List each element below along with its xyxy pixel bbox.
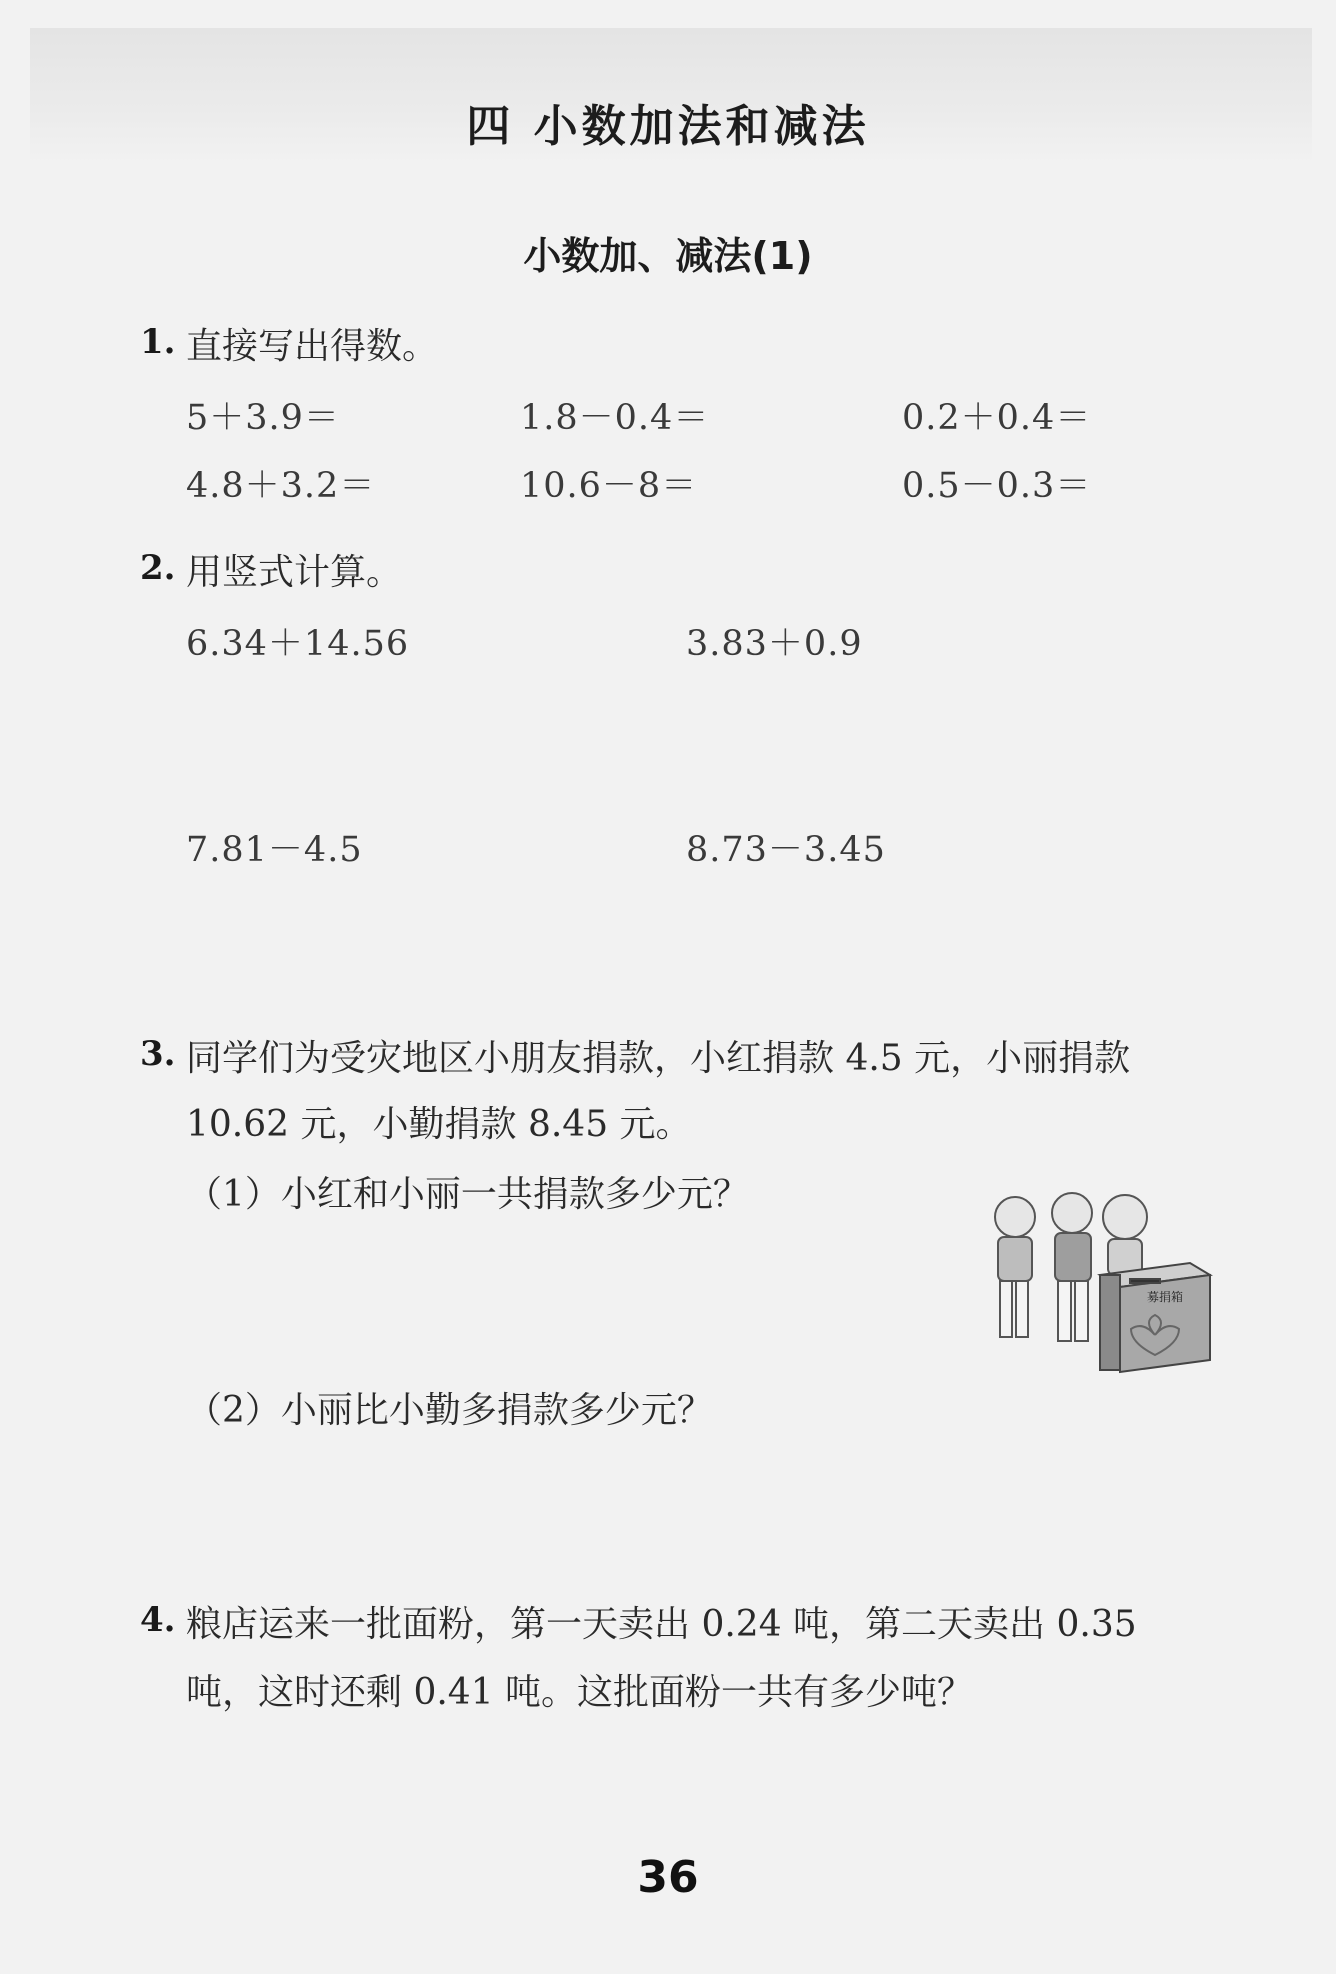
expression: 1.8－0.4＝ bbox=[520, 398, 710, 438]
expression: 10.6－8＝ bbox=[520, 466, 698, 506]
expression: 5＋3.9＝ bbox=[186, 398, 340, 438]
child-figure bbox=[1052, 1193, 1092, 1341]
expression: 0.5－0.3＝ bbox=[902, 466, 1092, 506]
question-text: 10.62 元，小勤捐款 8.45 元。 bbox=[186, 1104, 692, 1145]
question-prompt: 直接写出得数。 bbox=[186, 326, 439, 367]
section-title: 小数加、减法(1) bbox=[523, 234, 813, 278]
child-figure bbox=[995, 1197, 1035, 1337]
box-label: 募捐箱 bbox=[1146, 1290, 1184, 1304]
question-number: 1. bbox=[140, 322, 176, 362]
child-figure bbox=[1103, 1195, 1147, 1275]
question-number: 2. bbox=[140, 548, 176, 588]
donation-box bbox=[1100, 1263, 1210, 1372]
expression: 6.34＋14.56 bbox=[186, 624, 410, 664]
expression: 8.73－3.45 bbox=[686, 830, 886, 870]
question-number: 4. bbox=[140, 1600, 176, 1640]
question-text: 同学们为受灾地区小朋友捐款，小红捐款 4.5 元，小丽捐款 bbox=[186, 1038, 1131, 1079]
expression: 7.81－4.5 bbox=[186, 830, 363, 870]
question-text: 粮店运来一批面粉，第一天卖出 0.24 吨，第二天卖出 0.35 bbox=[186, 1604, 1137, 1645]
expression: 0.2＋0.4＝ bbox=[902, 398, 1092, 438]
page-number: 36 bbox=[637, 1852, 699, 1903]
question-text: 吨，这时还剩 0.41 吨。这批面粉一共有多少吨？ bbox=[186, 1672, 974, 1713]
donation-illustration bbox=[960, 1175, 1225, 1380]
question-prompt: 用竖式计算。 bbox=[186, 552, 403, 593]
chapter-title: 四 小数加法和减法 bbox=[466, 101, 870, 152]
question-number: 3. bbox=[140, 1034, 176, 1074]
sub-question: （1）小红和小丽一共捐款多少元？ bbox=[186, 1174, 749, 1215]
expression: 3.83＋0.9 bbox=[686, 624, 863, 664]
sub-question: （2）小丽比小勤多捐款多少元？ bbox=[186, 1390, 713, 1431]
expression: 4.8＋3.2＝ bbox=[186, 466, 376, 506]
